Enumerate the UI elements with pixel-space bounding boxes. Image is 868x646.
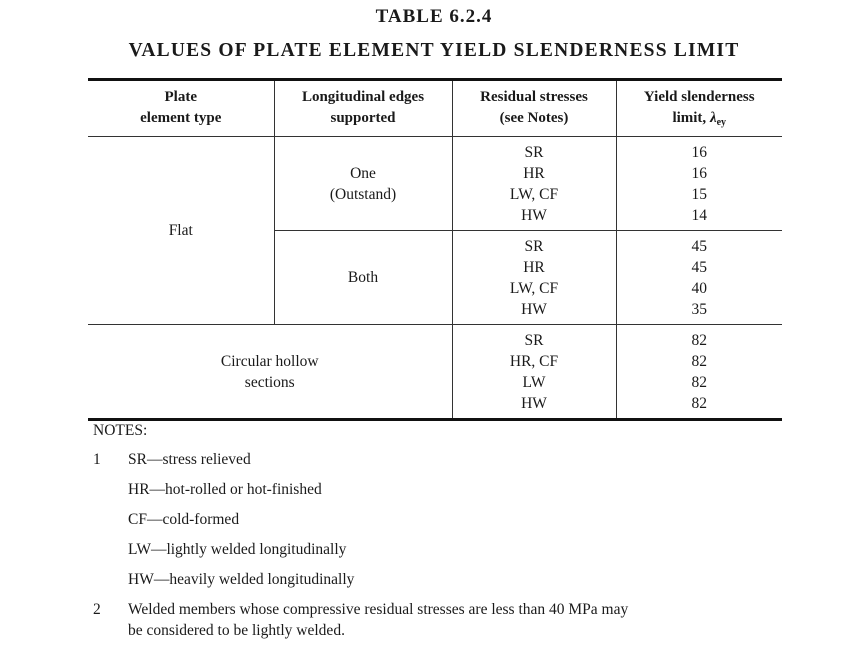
cell-both-limits: 45 45 40 35 (616, 231, 782, 325)
notes-section (93, 420, 813, 641)
table-row (88, 137, 782, 231)
note-line: HR—hot-rolled or hot-finished (128, 481, 322, 498)
table-title: VALUES OF PLATE ELEMENT YIELD SLENDERNESS LIMIT (128, 40, 740, 61)
cell-chs-stresses: SR HR, CF LW HW (452, 325, 616, 420)
note-line: LW—lightly welded longitudinally (128, 541, 347, 558)
note-number: 2 (93, 601, 101, 618)
cell-circular-hollow: Circular hollow sections (88, 325, 452, 420)
cell-one-limits: 16 16 15 14 (616, 137, 782, 231)
cell-both-stresses: SR HR LW, CF HW (452, 231, 616, 325)
cell-flat: Flat (88, 137, 274, 325)
cell-both: Both (274, 231, 452, 325)
note-line: SR—stress relieved (128, 451, 251, 468)
header-plate-element-type: Plate element type (88, 80, 274, 137)
note-1 (93, 449, 813, 590)
note-2 (93, 599, 813, 641)
cell-one-stresses: SR HR LW, CF HW (452, 137, 616, 231)
header-yield-slenderness: Yield slenderness limit, $\lambda_{ey}$ (616, 80, 782, 137)
header-residual-stresses: Residual stresses (see Notes) (452, 80, 616, 137)
note-line: Welded members whose compressive residual stresses are less than 40 MPa may (128, 601, 629, 618)
header-longitudinal-edges: Longitudinal edges supported (274, 80, 452, 137)
table-row (88, 325, 782, 420)
notes-heading: NOTES: (93, 422, 148, 439)
note-line: CF—cold-formed (128, 511, 240, 528)
table-header-row (88, 80, 782, 137)
slenderness-table (88, 78, 782, 421)
note-number: 1 (93, 451, 101, 468)
table-number: TABLE 6.2.4 (375, 6, 493, 27)
note-line: be considered to be lightly welded. (128, 622, 345, 639)
note-line: HW—heavily welded longitudinally (128, 571, 355, 588)
lambda-symbol: λ (709, 110, 717, 126)
cell-one-outstand: One (Outstand) (274, 137, 452, 231)
cell-chs-limits: 82 82 82 82 (616, 325, 782, 420)
lambda-subscript: ey (716, 117, 727, 128)
